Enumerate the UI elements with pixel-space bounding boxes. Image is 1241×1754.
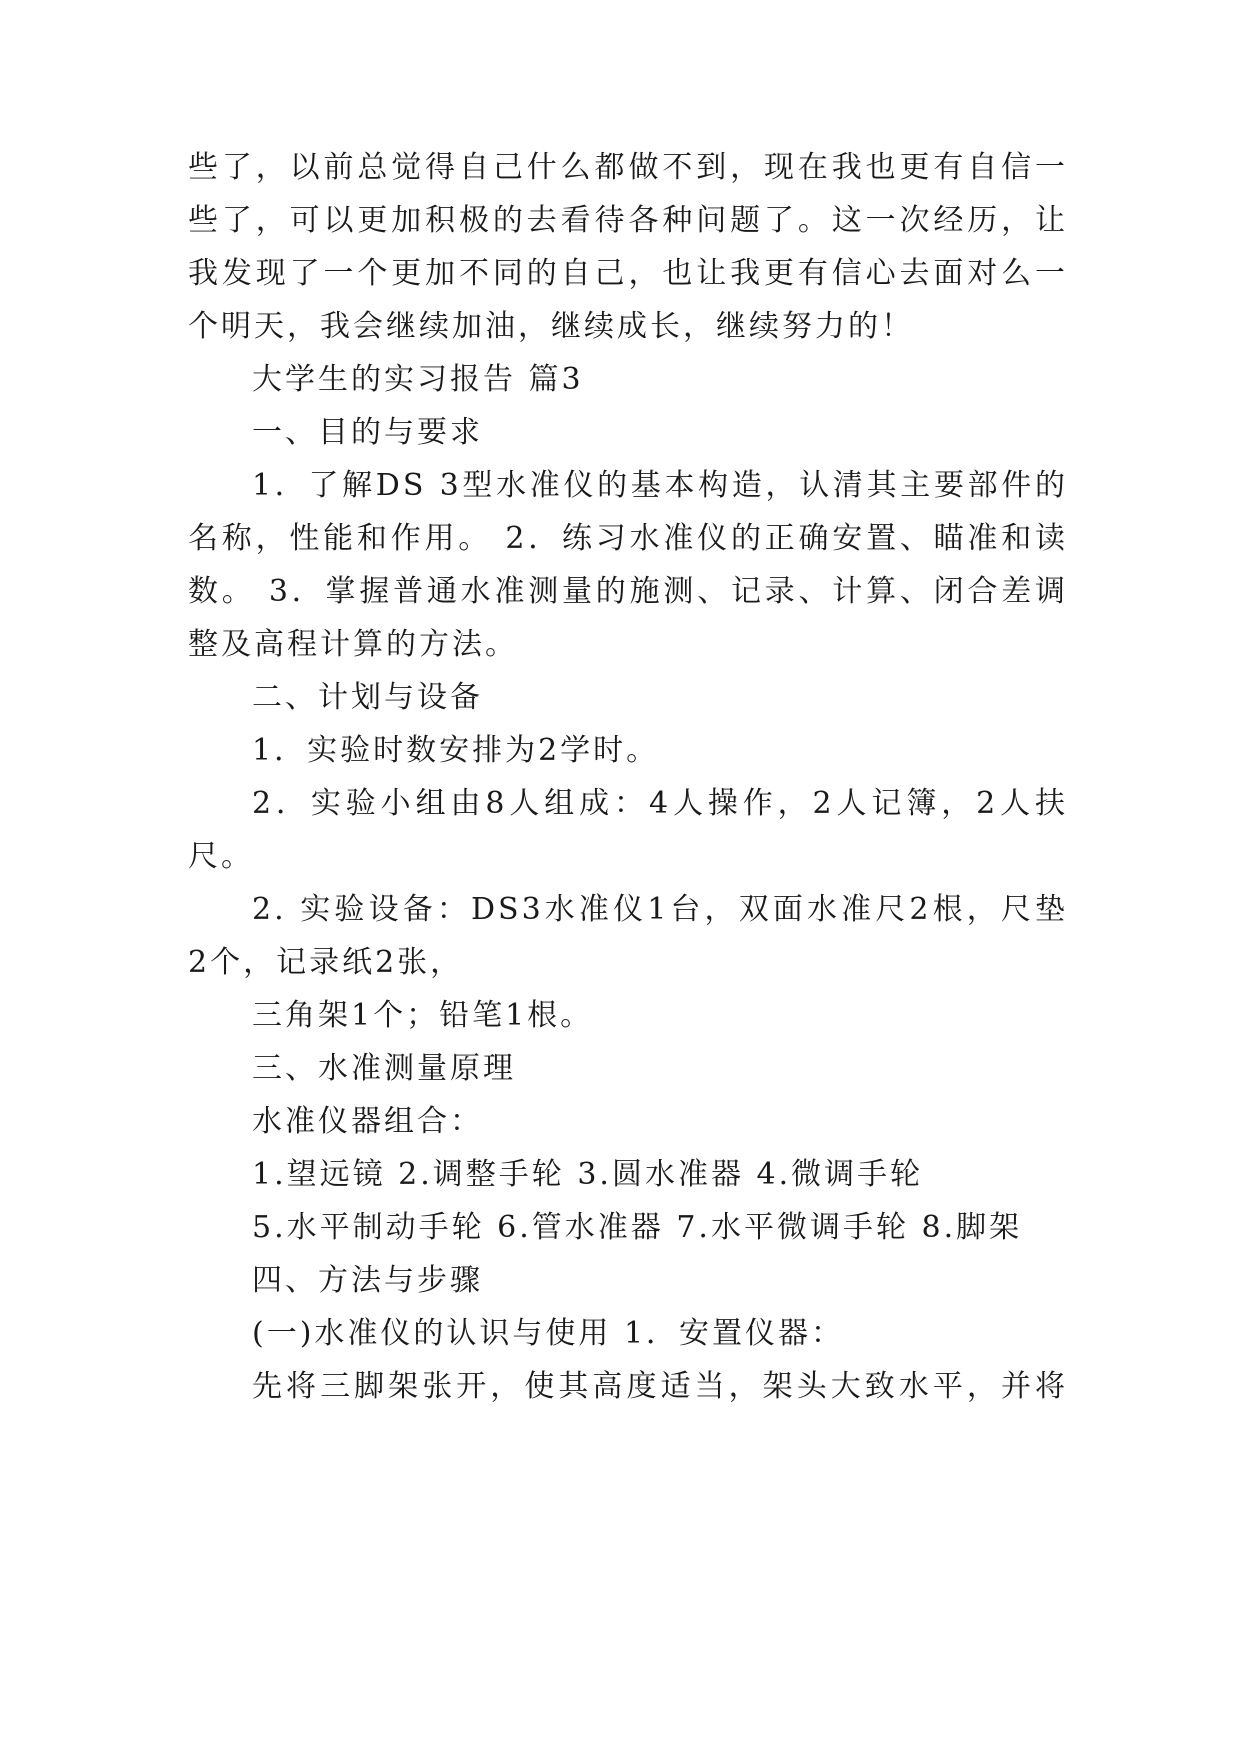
text-line: 整及高程计算的方法。: [188, 627, 518, 662]
text-line: 1．了解DS 3型水准仪的基本构造，认清其主要部件的: [252, 468, 1068, 503]
text-line: 个明天，我会继续加油，继续成长，继续努力的！: [188, 309, 914, 344]
text-line: 水准仪器组合：: [252, 1104, 483, 1139]
heading: 二、计划与设备: [252, 680, 483, 715]
text-line: 数。 3．掌握普通水准测量的施测、记录、计算、闭合差调: [188, 574, 1068, 609]
text-line: 2．实验小组由8人组成：4人操作，2人记簿，2人扶: [252, 786, 1068, 821]
text-line: 5.水平制动手轮 6.管水准器 7.水平微调手轮 8.脚架: [252, 1210, 1023, 1245]
text-line: 些了，以前总觉得自己什么都做不到，现在我也更有自信一: [188, 150, 1068, 185]
text-line: 名称，性能和作用。 2．练习水准仪的正确安置、瞄准和读: [188, 521, 1068, 556]
text-line: 我发现了一个更加不同的自己，也让我更有信心去面对么一: [188, 256, 1068, 291]
text-line: 1.望远镜 2.调整手轮 3.圆水准器 4.微调手轮: [252, 1157, 924, 1192]
text-line: 些了，可以更加积极的去看待各种问题了。这一次经历，让: [188, 203, 1068, 238]
text-line: 1．实验时数安排为2学时。: [252, 733, 660, 768]
text-line: 先将三脚架张开，使其高度适当，架头大致水平，并将: [252, 1369, 1068, 1404]
heading: 三、水准测量原理: [252, 1051, 516, 1086]
text-line: 2个，记录纸2张，: [188, 945, 464, 980]
section-title: 大学生的实习报告 篇3: [252, 362, 584, 397]
text-line: 三角架1个；铅笔1根。: [252, 998, 594, 1033]
heading: 一、目的与要求: [252, 415, 483, 450]
text-line: 尺。: [188, 839, 254, 874]
heading: 四、方法与步骤: [252, 1263, 483, 1298]
text-line: 2. 实验设备：DS3水准仪1台，双面水准尺2根，尺垫: [252, 892, 1068, 927]
text-line: (一)水准仪的认识与使用 1．安置仪器：: [252, 1316, 845, 1351]
